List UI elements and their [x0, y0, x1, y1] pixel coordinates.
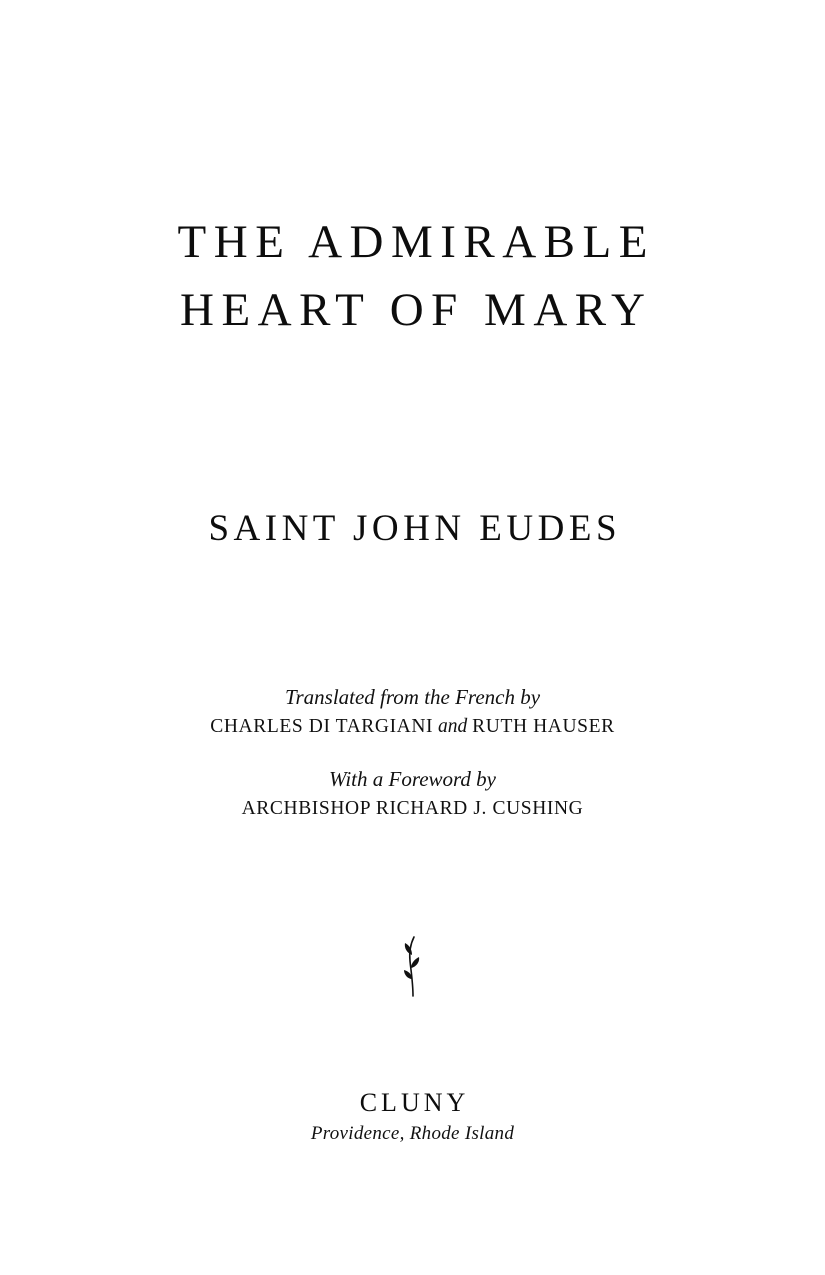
credits	[0, 682, 825, 846]
foreword-label: With a Foreword by	[328, 767, 496, 791]
leaf-sprig-ornament	[0, 935, 825, 1002]
translator-one: CHARLES DI TARGIANI	[210, 716, 434, 737]
book-title-line-2: HEART OF MARY	[180, 284, 653, 336]
translation-label: Translated from the French by	[284, 685, 541, 709]
publisher-name: CLUNY	[359, 1088, 470, 1117]
translator-two: RUTH HAUSER	[472, 716, 615, 737]
translation-credit	[0, 682, 825, 742]
translator-names	[0, 712, 825, 742]
book-title-line-1: THE ADMIRABLE	[177, 216, 655, 268]
book-title	[0, 208, 825, 344]
author-name: SAINT JOHN EUDES	[208, 508, 622, 549]
translator-conjunction: and	[438, 716, 468, 737]
leaf-sprig-icon	[398, 935, 428, 997]
foreword-author: ARCHBISHOP RICHARD J. CUSHING	[241, 798, 584, 819]
imprint	[0, 1086, 825, 1148]
foreword-credit	[0, 764, 825, 824]
publisher-location: Providence, Rhode Island	[310, 1123, 515, 1144]
book-author	[0, 505, 825, 553]
